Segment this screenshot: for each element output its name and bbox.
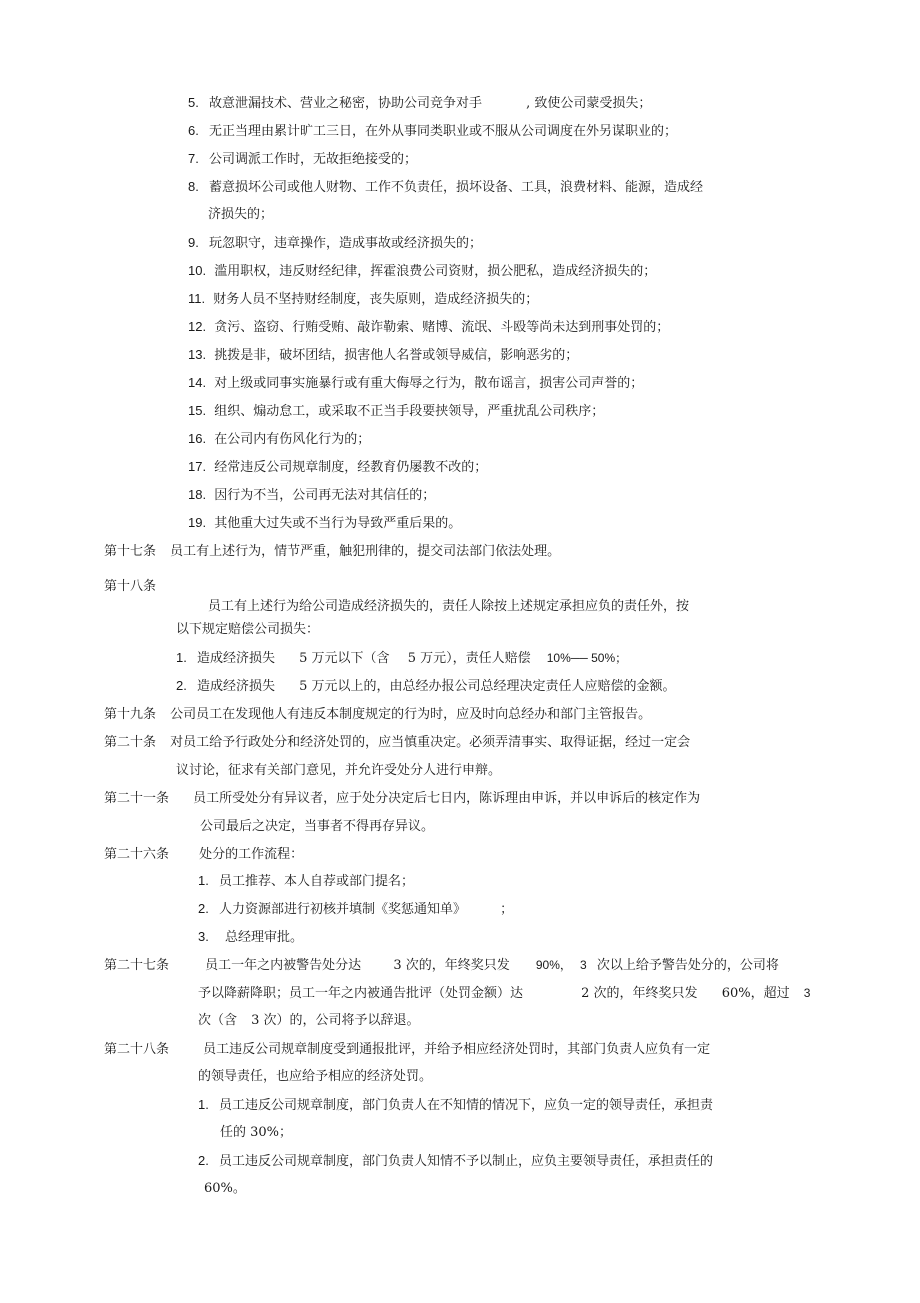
article-18-item-1: [176, 649, 627, 668]
list-item-6: [188, 122, 677, 141]
article-21: [104, 790, 700, 808]
list-item-15: [188, 402, 604, 421]
item-number: 18.: [188, 487, 207, 502]
item-number: 1.: [176, 650, 187, 665]
article-text-e: 次以上给予警告处分的，公司将: [596, 958, 779, 973]
article-17: [104, 543, 560, 561]
article-18-item-2: [176, 677, 676, 696]
article-27-cont-1: [198, 984, 810, 1003]
item-text: 员工推荐、本人自荐或部门提名；: [218, 874, 414, 889]
article-label: 第二十条: [104, 735, 157, 750]
article-text-f: 予以降薪降职；员工一年之内被通告批评（处罚金额）达: [198, 986, 524, 1001]
item-text: 其他重大过失或不当行为导致严重后果的。: [214, 516, 462, 531]
article-26-item-2: [198, 900, 513, 919]
list-item-17: [188, 458, 487, 477]
item-text: 对上级或同事实施暴行或有重大侮辱之行为，散布谣言，损害公司声誉的；: [214, 376, 644, 391]
article-label: 第二十六条: [104, 847, 170, 862]
article-28-item-1: [198, 1096, 713, 1115]
item-number: 12.: [188, 319, 207, 334]
item-number: 8.: [188, 179, 199, 194]
list-item-16: [188, 430, 370, 449]
article-21-cont: 公司最后之决定，当事者不得再存异议。: [200, 819, 435, 834]
item-text: 贪污、盗窃、行贿受贿、敲诈勒索、赌博、流氓、斗殴等尚未达到刑事处罚的；: [214, 320, 670, 335]
item-text-a: 造成经济损失: [196, 651, 275, 666]
article-text-b: 3 次的，年终奖只发: [393, 958, 510, 973]
article-20: [104, 734, 690, 752]
article-text-i: 3: [803, 986, 811, 1000]
article-label: 第十七条: [104, 544, 157, 559]
article-18-para-1: 员工有上述行为给公司造成经济损失的，责任人除按上述规定承担应负的责任外，按: [208, 599, 690, 614]
article-label: 第十九条: [104, 707, 157, 722]
item-text: 财务人员不坚持财经制度，丧失原则，造成经济损失的；: [213, 292, 539, 307]
list-item-8: [188, 178, 703, 197]
article-18-para-2: 以下规定赔偿公司损失：: [176, 622, 320, 637]
article-text-h: 60%，超过: [721, 986, 790, 1001]
item-number: 9.: [188, 235, 199, 250]
item-text: 故意泄漏技术、营业之秘密，协助公司竞争对手: [208, 96, 482, 111]
item-text: 员工违反公司规章制度，部门负责人知情不予以制止，应负主要领导责任，承担责任的: [218, 1154, 713, 1169]
item-number: 11.: [188, 291, 206, 306]
item-number: 17.: [188, 459, 207, 474]
list-item-9: [188, 234, 482, 253]
item-text-b: 5 万元以上的，由总经办报公司总经理决定责任人应赔偿的金额。: [299, 679, 676, 694]
item-text-d: 10%── 50%；: [546, 651, 628, 665]
article-text-j: 次（含: [198, 1013, 238, 1028]
item-number: 16.: [188, 431, 207, 446]
article-19: [104, 706, 651, 724]
article-text: 员工违反公司规章制度受到通报批评，并给予相应经济处罚时，其部门负责人应负有一定: [203, 1042, 711, 1057]
item-text-c: 5 万元），责任人赔偿: [407, 651, 531, 666]
item-text: 蓄意损坏公司或他人财物、工作不负责任，损坏设备、工具，浪费材料、能源，造成经: [208, 180, 703, 195]
item-text: 公司调派工作时，无故拒绝接受的；: [208, 152, 417, 167]
item-text: 人力资源部进行初核并填制《奖惩通知单》: [218, 902, 466, 917]
article-text-k: 3 次）的，公司将予以辞退。: [251, 1013, 420, 1028]
list-item-11: [188, 290, 538, 309]
article-27: [104, 956, 779, 975]
list-item-5: [188, 94, 651, 113]
article-18-label: 第十八条: [104, 579, 157, 594]
article-text: 员工有上述行为，情节严重，触犯刑律的，提交司法部门依法处理。: [170, 544, 561, 559]
article-text: 对员工给予行政处分和经济处罚的，应当慎重决定。必须弄清事实、取得证据，经过一定会: [170, 735, 691, 750]
article-26: [104, 846, 303, 864]
article-text: 处分的工作流程：: [199, 847, 304, 862]
item-text: 玩忽职守，违章操作，造成事故或经济损失的；: [208, 236, 482, 251]
article-27-cont-2: [198, 1012, 420, 1030]
article-28-item-2: [198, 1152, 713, 1171]
article-text-c: 90%，: [535, 958, 572, 972]
article-text: 公司员工在发现他人有违反本制度规定的行为时，应及时向总经办和部门主管报告。: [170, 707, 652, 722]
article-label: 第二十一条: [104, 791, 170, 806]
item-text-tail: , 致使公司蒙受损失；: [526, 96, 652, 111]
item-number: 5.: [188, 95, 199, 110]
item-number: 6.: [188, 123, 199, 138]
item-number: 2.: [198, 1153, 209, 1168]
list-item-14: [188, 374, 643, 393]
list-item-19: [188, 514, 461, 533]
item-number: 2.: [198, 901, 209, 916]
item-text-b: 5 万元以下（含: [299, 651, 390, 666]
item-text: 在公司内有伤风化行为的；: [214, 432, 371, 447]
item-text: 因行为不当，公司再无法对其信任的；: [214, 488, 436, 503]
item-number: 3.: [198, 929, 209, 944]
item-number: 15.: [188, 403, 207, 418]
item-text: 挑拨是非，破坏团结，损害他人名誉或领导威信，影响恶劣的；: [214, 348, 579, 363]
item-number: 1.: [198, 873, 209, 888]
article-20-cont: 议讨论，征求有关部门意见，并允许受处分人进行申辩。: [176, 763, 502, 778]
article-text-d: 3: [580, 958, 587, 972]
item-number: 2.: [176, 678, 187, 693]
list-item-18: [188, 486, 435, 505]
list-item-10: [188, 262, 656, 281]
item-text-a: 造成经济损失: [196, 679, 275, 694]
list-item-13: [188, 346, 578, 365]
item-text: 无正当理由累计旷工三日，在外从事同类职业或不服从公司调度在外另谋职业的；: [208, 124, 677, 139]
item-number: 19.: [188, 515, 207, 530]
article-text-a: 员工一年之内被警告处分达: [205, 958, 362, 973]
article-28-cont: 的领导责任，也应给予相应的经济处罚。: [198, 1069, 433, 1084]
list-item-8-cont: 济损失的；: [208, 207, 274, 222]
article-text: 员工所受处分有异议者，应于处分决定后七日内，陈诉理由申诉，并以申诉后的核定作为: [193, 791, 701, 806]
list-item-12: [188, 318, 669, 337]
article-text-g: 2 次的，年终奖只发: [581, 986, 698, 1001]
item-text: 员工违反公司规章制度，部门负责人在不知情的情况下，应负一定的领导责任，承担责: [218, 1098, 713, 1113]
item-text-tail: ；: [500, 902, 514, 917]
article-28-item-1-cont: 任的 30%；: [220, 1125, 293, 1140]
item-number: 7.: [188, 151, 199, 166]
list-item-7: [188, 150, 417, 169]
item-number: 13.: [188, 347, 207, 362]
item-number: 14.: [188, 375, 207, 390]
item-number: 1.: [198, 1097, 209, 1112]
item-text: 经常违反公司规章制度，经教育仍屡教不改的；: [214, 460, 488, 475]
article-26-item-3: [198, 928, 303, 947]
item-text: 总经理审批。: [224, 930, 303, 945]
article-label: 第二十七条: [104, 958, 170, 973]
item-text: 组织、煽动怠工，或采取不正当手段要挟领导，严重扰乱公司秩序；: [214, 404, 605, 419]
article-28: [104, 1041, 710, 1059]
article-26-item-1: [198, 872, 414, 891]
item-text: 滥用职权，违反财经纪律，挥霍浪费公司资财，损公肥私，造成经济损失的；: [214, 264, 657, 279]
article-28-item-2-cont: 60%。: [204, 1181, 246, 1196]
article-label: 第二十八条: [104, 1042, 170, 1057]
item-number: 10.: [188, 263, 207, 278]
